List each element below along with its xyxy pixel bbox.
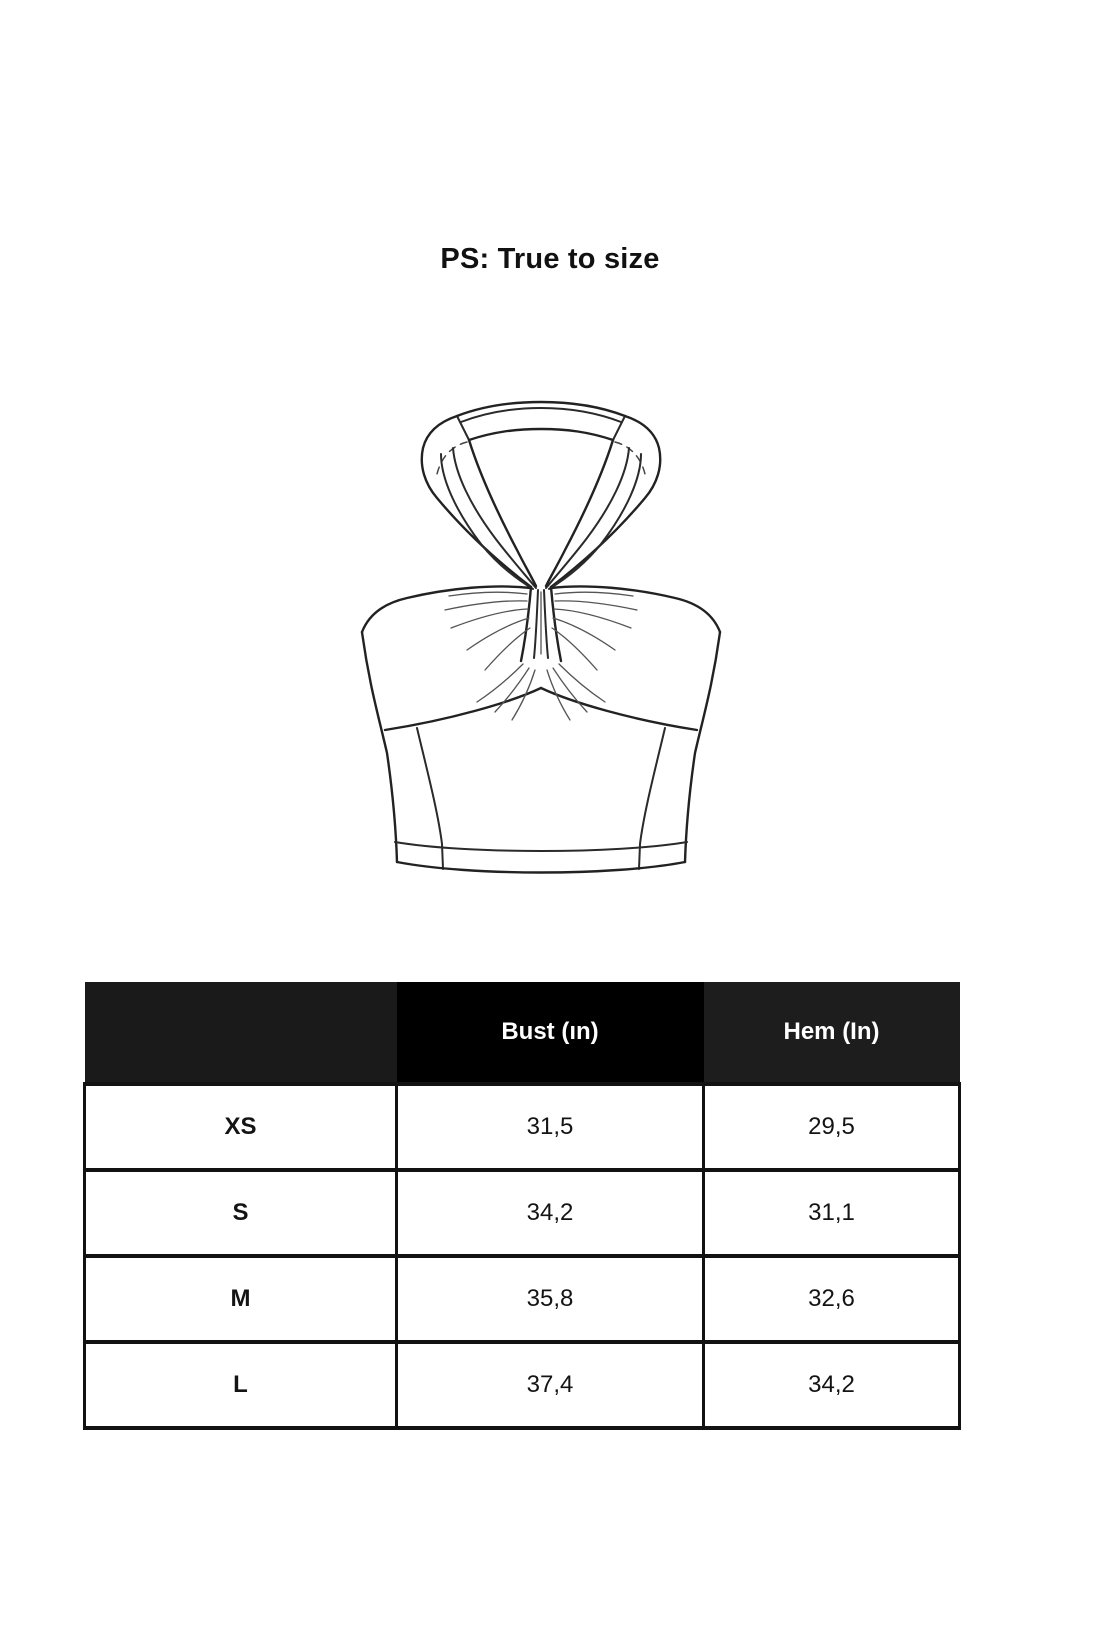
size-chart-table (83, 982, 961, 1430)
bust-value: 35,8 (397, 1256, 704, 1342)
header-cell-hem: Hem (In) (704, 982, 960, 1084)
center-knot (521, 587, 561, 661)
bodice (362, 632, 720, 869)
header-cell-empty (85, 982, 397, 1084)
table-row-m (85, 1256, 960, 1342)
hem-band (395, 842, 687, 873)
bust-value: 31,5 (397, 1084, 704, 1170)
bust-value: 37,4 (397, 1342, 704, 1428)
halter-top-line-art (345, 398, 745, 878)
size-label: S (85, 1170, 397, 1256)
hem-value: 34,2 (704, 1342, 960, 1428)
garment-illustration (345, 398, 745, 878)
size-chart-header (85, 982, 960, 1084)
table-row-l (85, 1342, 960, 1428)
page-title: PS: True to size (440, 243, 660, 275)
halter-straps (422, 416, 660, 589)
table-row-xs (85, 1084, 960, 1170)
size-label: L (85, 1342, 397, 1428)
table-row-s (85, 1170, 960, 1256)
hem-value: 29,5 (704, 1084, 960, 1170)
neck-band (437, 402, 645, 474)
hem-value: 31,1 (704, 1170, 960, 1256)
hem-value: 32,6 (704, 1256, 960, 1342)
header-cell-bust: Bust (ın) (397, 982, 704, 1084)
size-label: M (85, 1256, 397, 1342)
size-label: XS (85, 1084, 397, 1170)
bust-value: 34,2 (397, 1170, 704, 1256)
size-chart-body (85, 1084, 960, 1428)
